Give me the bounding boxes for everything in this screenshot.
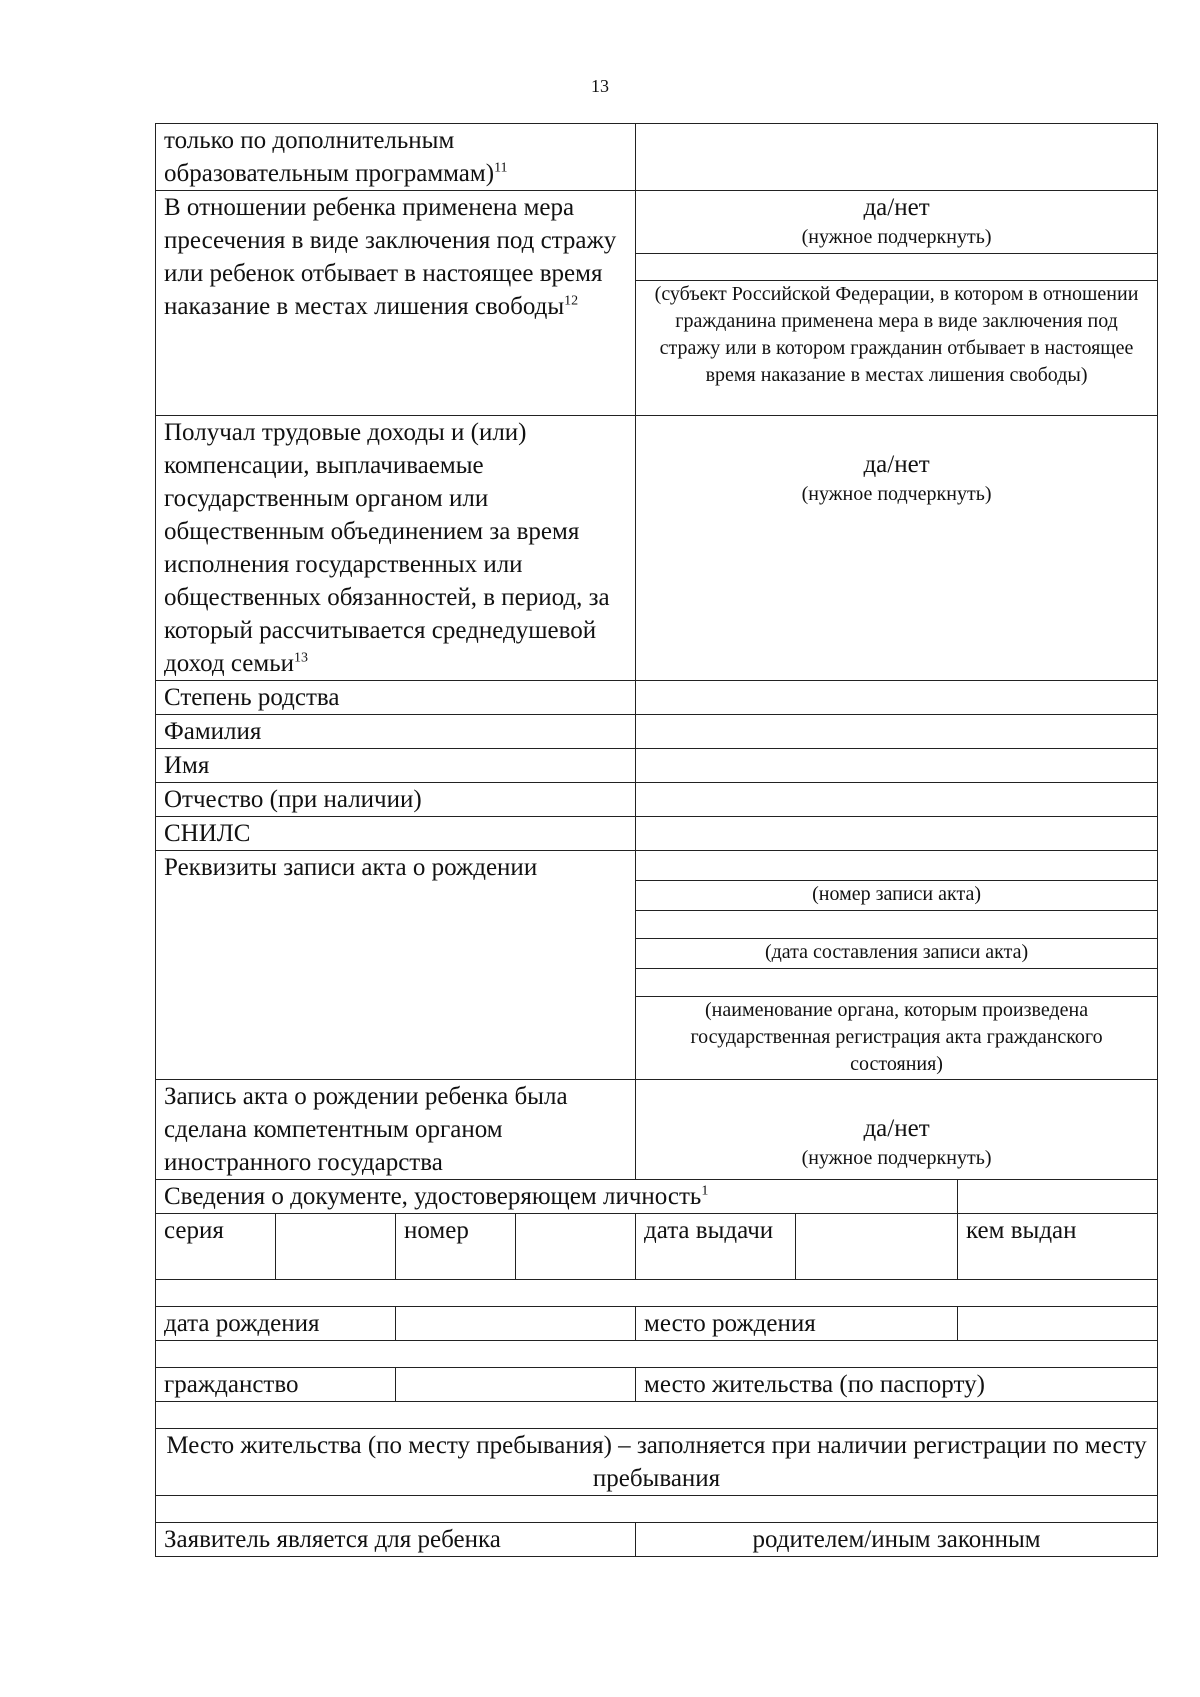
id-series-input[interactable] (276, 1214, 396, 1280)
foreign-record-answer-cell[interactable] (636, 1080, 1158, 1180)
birth-record-number-input[interactable] (636, 851, 1158, 881)
id-document-fields-row (156, 1214, 1158, 1280)
stay-header-row (156, 1429, 1158, 1496)
footnote-1: 1 (701, 1183, 709, 1199)
birth-record-row (156, 851, 1158, 881)
footnote-13: 13 (294, 650, 308, 666)
applicant-row (156, 1523, 1158, 1557)
citizenship-row (156, 1368, 1158, 1402)
snils-input[interactable] (636, 817, 1158, 851)
citizenship-label: гражданство (156, 1368, 396, 1402)
patronymic-input[interactable] (636, 783, 1158, 817)
id-issue-date-input[interactable] (796, 1214, 958, 1280)
birth-date-label: дата рождения (156, 1307, 396, 1341)
name-input[interactable] (636, 749, 1158, 783)
income-row (156, 416, 1158, 681)
kinship-row (156, 681, 1158, 715)
detention-label-cell (156, 191, 636, 416)
surname-row (156, 715, 1158, 749)
detention-row (156, 191, 1158, 254)
name-row (156, 749, 1158, 783)
birth-place-extra-input[interactable] (156, 1341, 1158, 1368)
citizenship-input[interactable] (396, 1368, 636, 1402)
residence-passport-row (156, 1402, 1158, 1429)
detention-label: В отношении ребенка применена мера пресечения в виде заключения под стражу или ребенок отбывает в настоящее время наказание в местах лишения свободы (164, 194, 617, 320)
snils-label: СНИЛС (156, 817, 636, 851)
education-row (156, 124, 1158, 191)
detention-answer-cell[interactable] (636, 191, 1158, 254)
kinship-label: Степень родства (156, 681, 636, 715)
id-number-input[interactable] (516, 1214, 636, 1280)
detention-region-hint: (субъект Российской Федерации, в котором в отношении гражданина применена мера в виде заключения под стражу или в котором гражданин отбывает в настоящее время наказание в местах лишения свободы) (636, 281, 1158, 416)
income-label-cell (156, 416, 636, 681)
page-number: 13 (591, 76, 609, 96)
name-label: Имя (156, 749, 636, 783)
patronymic-row (156, 783, 1158, 817)
education-label: только по дополнительным образовательным программам) (164, 127, 495, 187)
detention-answer[interactable]: да/нет (863, 194, 930, 221)
birth-info-row (156, 1307, 1158, 1341)
foreign-record-answer[interactable]: да/нет (863, 1115, 930, 1142)
snils-row (156, 817, 1158, 851)
applicant-label: Заявитель является для ребенка (156, 1523, 636, 1557)
income-hint: (нужное подчеркнуть) (801, 483, 992, 505)
residence-passport-label: место жительства (по паспорту) (636, 1368, 1158, 1402)
surname-input[interactable] (636, 715, 1158, 749)
birth-record-label: Реквизиты записи акта о рождении (156, 851, 636, 1080)
id-document-label: Сведения о документе, удостоверяющем личность (164, 1183, 702, 1210)
kinship-input[interactable] (636, 681, 1158, 715)
surname-label: Фамилия (156, 715, 636, 749)
birth-place-label: место рождения (636, 1307, 958, 1341)
foreign-record-hint: (нужное подчеркнуть) (801, 1147, 992, 1169)
birth-record-number-hint: (номер записи акта) (636, 881, 1158, 911)
stay-header: Место жительства (по месту пребывания) – заполняется при наличии регистрации по месту пребывания (156, 1429, 1158, 1496)
detention-hint: (нужное подчеркнуть) (801, 226, 992, 248)
residence-passport-input[interactable] (156, 1402, 1158, 1429)
income-answer[interactable]: да/нет (863, 451, 930, 478)
education-value-cell[interactable] (636, 124, 1158, 191)
foreign-record-row (156, 1080, 1158, 1180)
footnote-11: 11 (494, 160, 508, 176)
birth-date-input[interactable] (396, 1307, 636, 1341)
birth-record-authority-input[interactable] (636, 969, 1158, 997)
id-document-label-cell (156, 1180, 958, 1214)
stay-input[interactable] (156, 1496, 1158, 1523)
id-document-row (156, 1180, 1158, 1214)
education-label-cell (156, 124, 636, 191)
id-issue-date-label: дата выдачи (636, 1214, 796, 1280)
id-series-label: серия (156, 1214, 276, 1280)
foreign-record-label: Запись акта о рождении ребенка была сделана компетентным органом иностранного государства (156, 1080, 636, 1180)
application-form-table (155, 123, 1158, 1557)
detention-region-input[interactable] (636, 254, 1158, 281)
id-issued-by-row (156, 1280, 1158, 1307)
footnote-12: 12 (564, 293, 579, 309)
id-number-label: номер (396, 1214, 516, 1280)
stay-row (156, 1496, 1158, 1523)
birth-place-input[interactable] (958, 1307, 1158, 1341)
birth-record-date-input[interactable] (636, 911, 1158, 939)
birth-record-authority-hint: (наименование органа, которым произведена государственная регистрация акта гражданского состояния) (636, 997, 1158, 1080)
income-answer-cell[interactable] (636, 416, 1158, 681)
id-issued-by-input[interactable] (156, 1280, 1158, 1307)
income-label: Получал трудовые доходы и (или) компенсации, выплачиваемые государственным органом или общественным объединением за время исполнения государственных или общественных обязанностей, в период, за который рассчитывается среднедушевой доход семьи (164, 419, 610, 677)
applicant-value[interactable]: родителем/иным законным (636, 1523, 1158, 1557)
birth-place-extra-row (156, 1341, 1158, 1368)
id-document-extra-input[interactable] (958, 1180, 1158, 1214)
patronymic-label: Отчество (при наличии) (156, 783, 636, 817)
birth-record-date-hint: (дата составления записи акта) (636, 939, 1158, 969)
id-issued-by-label: кем выдан (958, 1214, 1158, 1280)
